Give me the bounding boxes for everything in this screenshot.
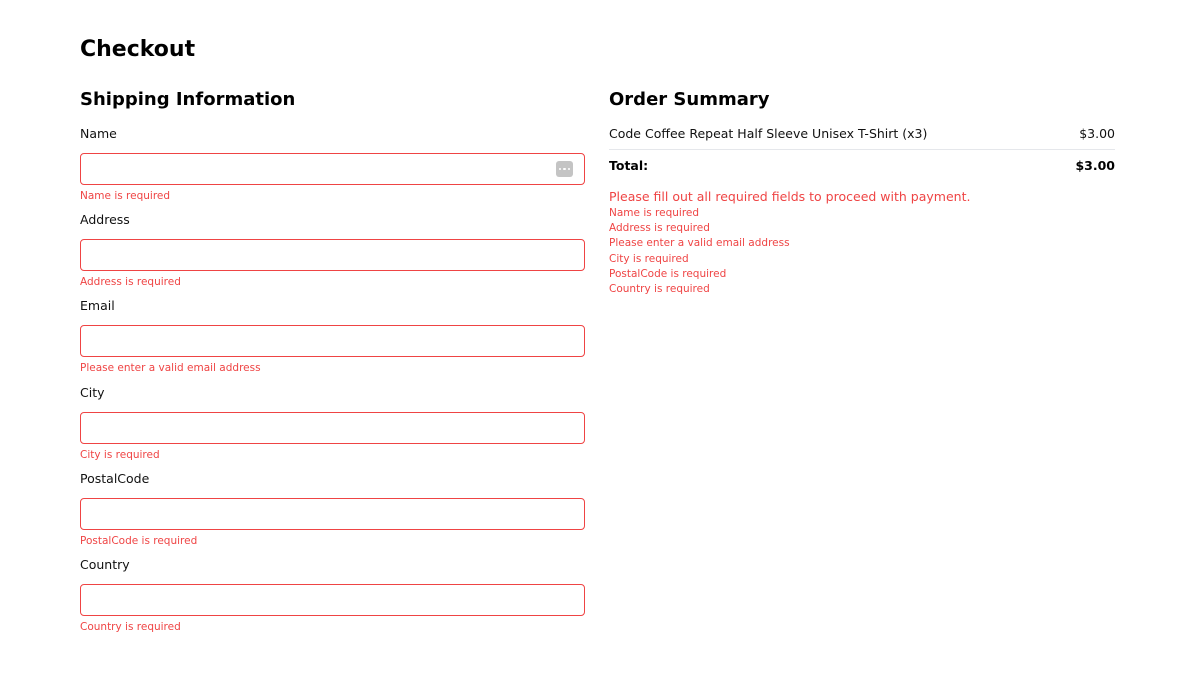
name-input[interactable] bbox=[80, 153, 585, 185]
city-input[interactable] bbox=[80, 412, 585, 444]
address-field-group bbox=[80, 212, 585, 298]
country-field-group bbox=[80, 557, 585, 643]
city-field-group bbox=[80, 385, 585, 471]
email-input[interactable] bbox=[80, 325, 585, 357]
total-label: Total: bbox=[609, 158, 649, 173]
city-error: City is required bbox=[80, 448, 160, 461]
total-row bbox=[609, 158, 1115, 174]
email-field-group bbox=[80, 298, 585, 384]
error-summary-item: Please enter a valid email address bbox=[609, 237, 790, 250]
address-error: Address is required bbox=[80, 276, 181, 289]
country-error: Country is required bbox=[80, 620, 181, 633]
email-error: Please enter a valid email address bbox=[80, 362, 261, 375]
order-item-row bbox=[609, 126, 1115, 142]
postalcode-input[interactable] bbox=[80, 498, 585, 530]
postalcode-field-group bbox=[80, 471, 585, 557]
page-title: Checkout bbox=[80, 37, 196, 62]
address-label: Address bbox=[80, 212, 130, 228]
country-label: Country bbox=[80, 556, 130, 572]
country-input-wrap bbox=[80, 584, 585, 616]
city-input-wrap bbox=[80, 412, 585, 444]
name-error: Name is required bbox=[80, 190, 171, 202]
postalcode-input-wrap bbox=[80, 498, 585, 530]
error-summary-item: City is required bbox=[609, 252, 689, 265]
shipping-section bbox=[80, 88, 585, 643]
postalcode-error: PostalCode is required bbox=[80, 534, 198, 547]
error-summary-item: Country is required bbox=[609, 283, 710, 296]
error-summary-item: PostalCode is required bbox=[609, 267, 727, 280]
order-item-name: Code Coffee Repeat Half Sleeve Unisex T-Shirt (x3) bbox=[609, 126, 928, 141]
email-input-wrap bbox=[80, 325, 585, 357]
payment-warning: Please fill out all required fields to proceed with payment. bbox=[609, 189, 971, 204]
email-label: Email bbox=[80, 298, 115, 314]
error-summary-item: Address is required bbox=[609, 222, 710, 235]
address-input-wrap bbox=[80, 239, 585, 271]
order-summary-section bbox=[609, 88, 1115, 297]
address-input[interactable] bbox=[80, 239, 585, 271]
autofill-icon[interactable] bbox=[556, 161, 573, 177]
country-input[interactable] bbox=[80, 584, 585, 616]
name-field-group bbox=[80, 126, 585, 212]
order-summary-title: Order Summary bbox=[609, 89, 770, 110]
error-summary-item: Name is required bbox=[609, 207, 700, 219]
shipping-title: Shipping Information bbox=[80, 89, 296, 110]
order-item-price: $3.00 bbox=[1079, 126, 1115, 141]
error-summary-list bbox=[609, 206, 1115, 297]
shipping-form bbox=[80, 126, 585, 643]
city-label: City bbox=[80, 384, 105, 400]
name-input-wrap bbox=[80, 153, 585, 185]
summary-divider bbox=[609, 149, 1115, 150]
name-label: Name bbox=[80, 126, 117, 141]
total-value: $3.00 bbox=[1075, 158, 1115, 173]
postalcode-label: PostalCode bbox=[80, 470, 150, 486]
